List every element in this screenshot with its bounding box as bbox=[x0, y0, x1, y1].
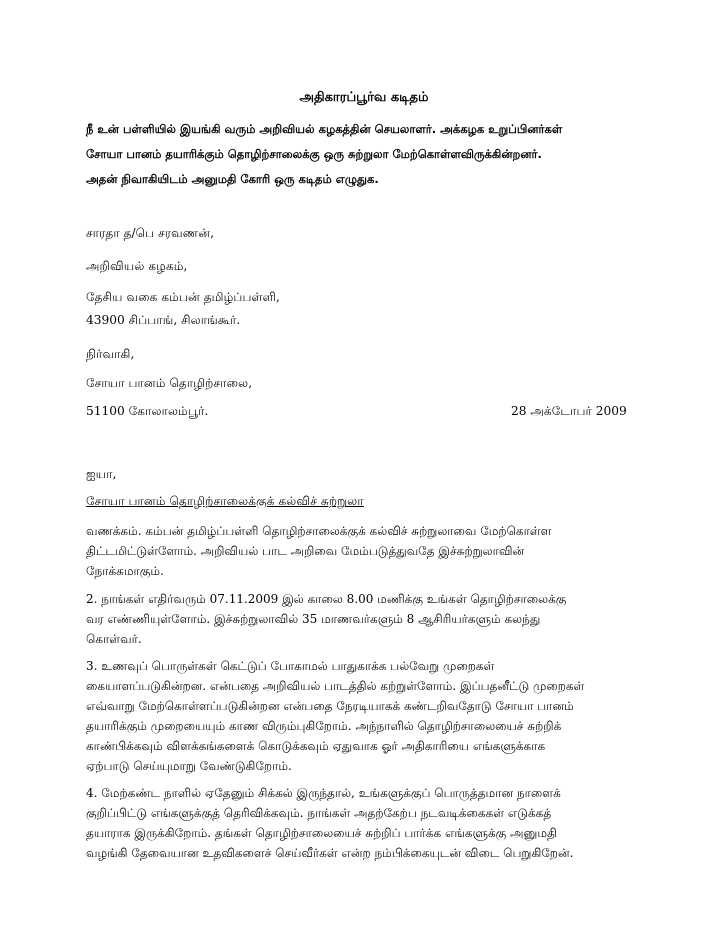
task-instructions bbox=[86, 117, 656, 192]
sender-address: 43900 சிப்பாங், சிலாங்கூர். bbox=[86, 313, 241, 327]
task-line: அதன் நிவாகியிடம் அனுமதி கோரி ஒரு கடிதம் எழுதுக. bbox=[86, 172, 379, 186]
paragraph-line: எவ்வாறு மேற்கொள்ளப்படுகின்றன என்பதை நேரடியாகக் கண்டறிவதோடு சோயா பானம் bbox=[86, 699, 574, 713]
paragraph-line: வர எண்ணியுள்ளோம். இச்சுற்றுலாவில் 35 மாணவர்களும் 8 ஆசிரியர்களும் கலந்து bbox=[86, 612, 541, 626]
sender-club: அறிவியல் கழகம், bbox=[86, 259, 188, 273]
paragraph-3 bbox=[86, 656, 646, 776]
recipient-title: நிர்வாகி, bbox=[86, 347, 135, 361]
paragraph-line: திட்டமிட்டுள்ளோம். அறிவியல் பாட அறிவை மேம்படுத்துவதே இச்சுற்றுலாவின் bbox=[86, 544, 525, 558]
paragraph-line: தயாராக இருக்கிறோம். தங்கள் தொழிற்சாலையைச் சுற்றிப் பார்க்க எங்களுக்கு அனுமதி bbox=[86, 826, 557, 840]
recipient-company: சோயா பானம் தொழிற்சாலை, bbox=[86, 376, 253, 390]
paragraph-line: கொள்வர். bbox=[86, 632, 142, 646]
paragraph-line: காண்பிக்கவும் விளக்கங்களைக் கொடுக்கவும் ஏதுவாக ஓர் அதிகாரியை எங்களுக்காக bbox=[86, 739, 546, 753]
task-line: சோயா பானம் தயாரிக்கும் தொழிற்சாலைக்கு ஒரு சுற்றுலா மேற்கொள்ளவிருக்கின்றனர். bbox=[86, 147, 542, 161]
paragraph-line: கையாளப்படுகின்றன. என்பதை அறிவியல் பாடத்தில் கற்றுள்ளோம். இப்பதனீட்டு முறைகள் bbox=[86, 679, 585, 693]
sender-school: தேசிய வகை கம்பன் தமிழ்ப்பள்ளி, bbox=[86, 290, 280, 304]
paragraph-line: வழங்கி தேவையான உதவிகளைச் செய்வீர்கள் என்ற நம்பிக்கையுடன் விடை பெறுகிறேன். bbox=[86, 846, 574, 860]
letter-subject: சோயா பானம் தொழிற்சாலைக்குக் கல்விச் சுற்றுலா bbox=[86, 494, 364, 508]
letter-title: அதிகாரப்பூர்வ கடிதம் bbox=[299, 90, 429, 105]
recipient-address: 51100 கோலாலம்பூர். bbox=[86, 404, 209, 418]
paragraph-2 bbox=[86, 589, 646, 649]
paragraph-4 bbox=[86, 783, 646, 863]
task-line: நீ உன் பள்ளியில் இயங்கி வரும் அறிவியல் கழகத்தின் செயலாளர். அக்கழக உறுப்பினர்கள் bbox=[86, 122, 563, 136]
paragraph-line: தயாரிக்கும் முறையையும் காண விரும்புகிறோம். அந்நாளில் தொழிற்சாலையைச் சுற்றிக் bbox=[86, 719, 562, 733]
letter-date: 28 அக்டோபர் 2009 bbox=[511, 404, 627, 418]
paragraph-line: நோக்கமாகும். bbox=[86, 564, 164, 578]
paragraph-line: வணக்கம். கம்பன் தமிழ்ப்பள்ளி தொழிற்சாலைக்குக் கல்விச் சுற்றுலாவை மேற்கொள்ள bbox=[86, 524, 552, 538]
sender-name: சாரதா த/பெ சரவணன், bbox=[86, 226, 214, 240]
paragraph-line: குறிப்பிட்டு எங்களுக்குத் தெரிவிக்கவும். நாங்கள் அதற்கேற்ப நடவடிக்கைகள் எடுக்கத் bbox=[86, 806, 552, 820]
paragraph-1 bbox=[86, 521, 646, 581]
paragraph-line: 3. உணவுப் பொருள்கள் கெட்டுப் போகாமல் பாதுகாக்க பல்வேறு முறைகள் bbox=[86, 659, 495, 673]
paragraph-line: 2. நாங்கள் எதிர்வரும் 07.11.2009 இல் காலை 8.00 மணிக்கு உங்கள் தொழிற்சாலைக்கு bbox=[86, 592, 567, 606]
salutation: ஐயா, bbox=[86, 467, 117, 481]
paragraph-line: ஏற்பாடு செய்யுமாறு வேண்டுகிறோம். bbox=[86, 759, 292, 773]
paragraph-line: 4. மேற்கண்ட நாளில் ஏதேனும் சிக்கல் இருந்தால், உங்களுக்குப் பொருத்தமான நாளைக் bbox=[86, 786, 561, 800]
